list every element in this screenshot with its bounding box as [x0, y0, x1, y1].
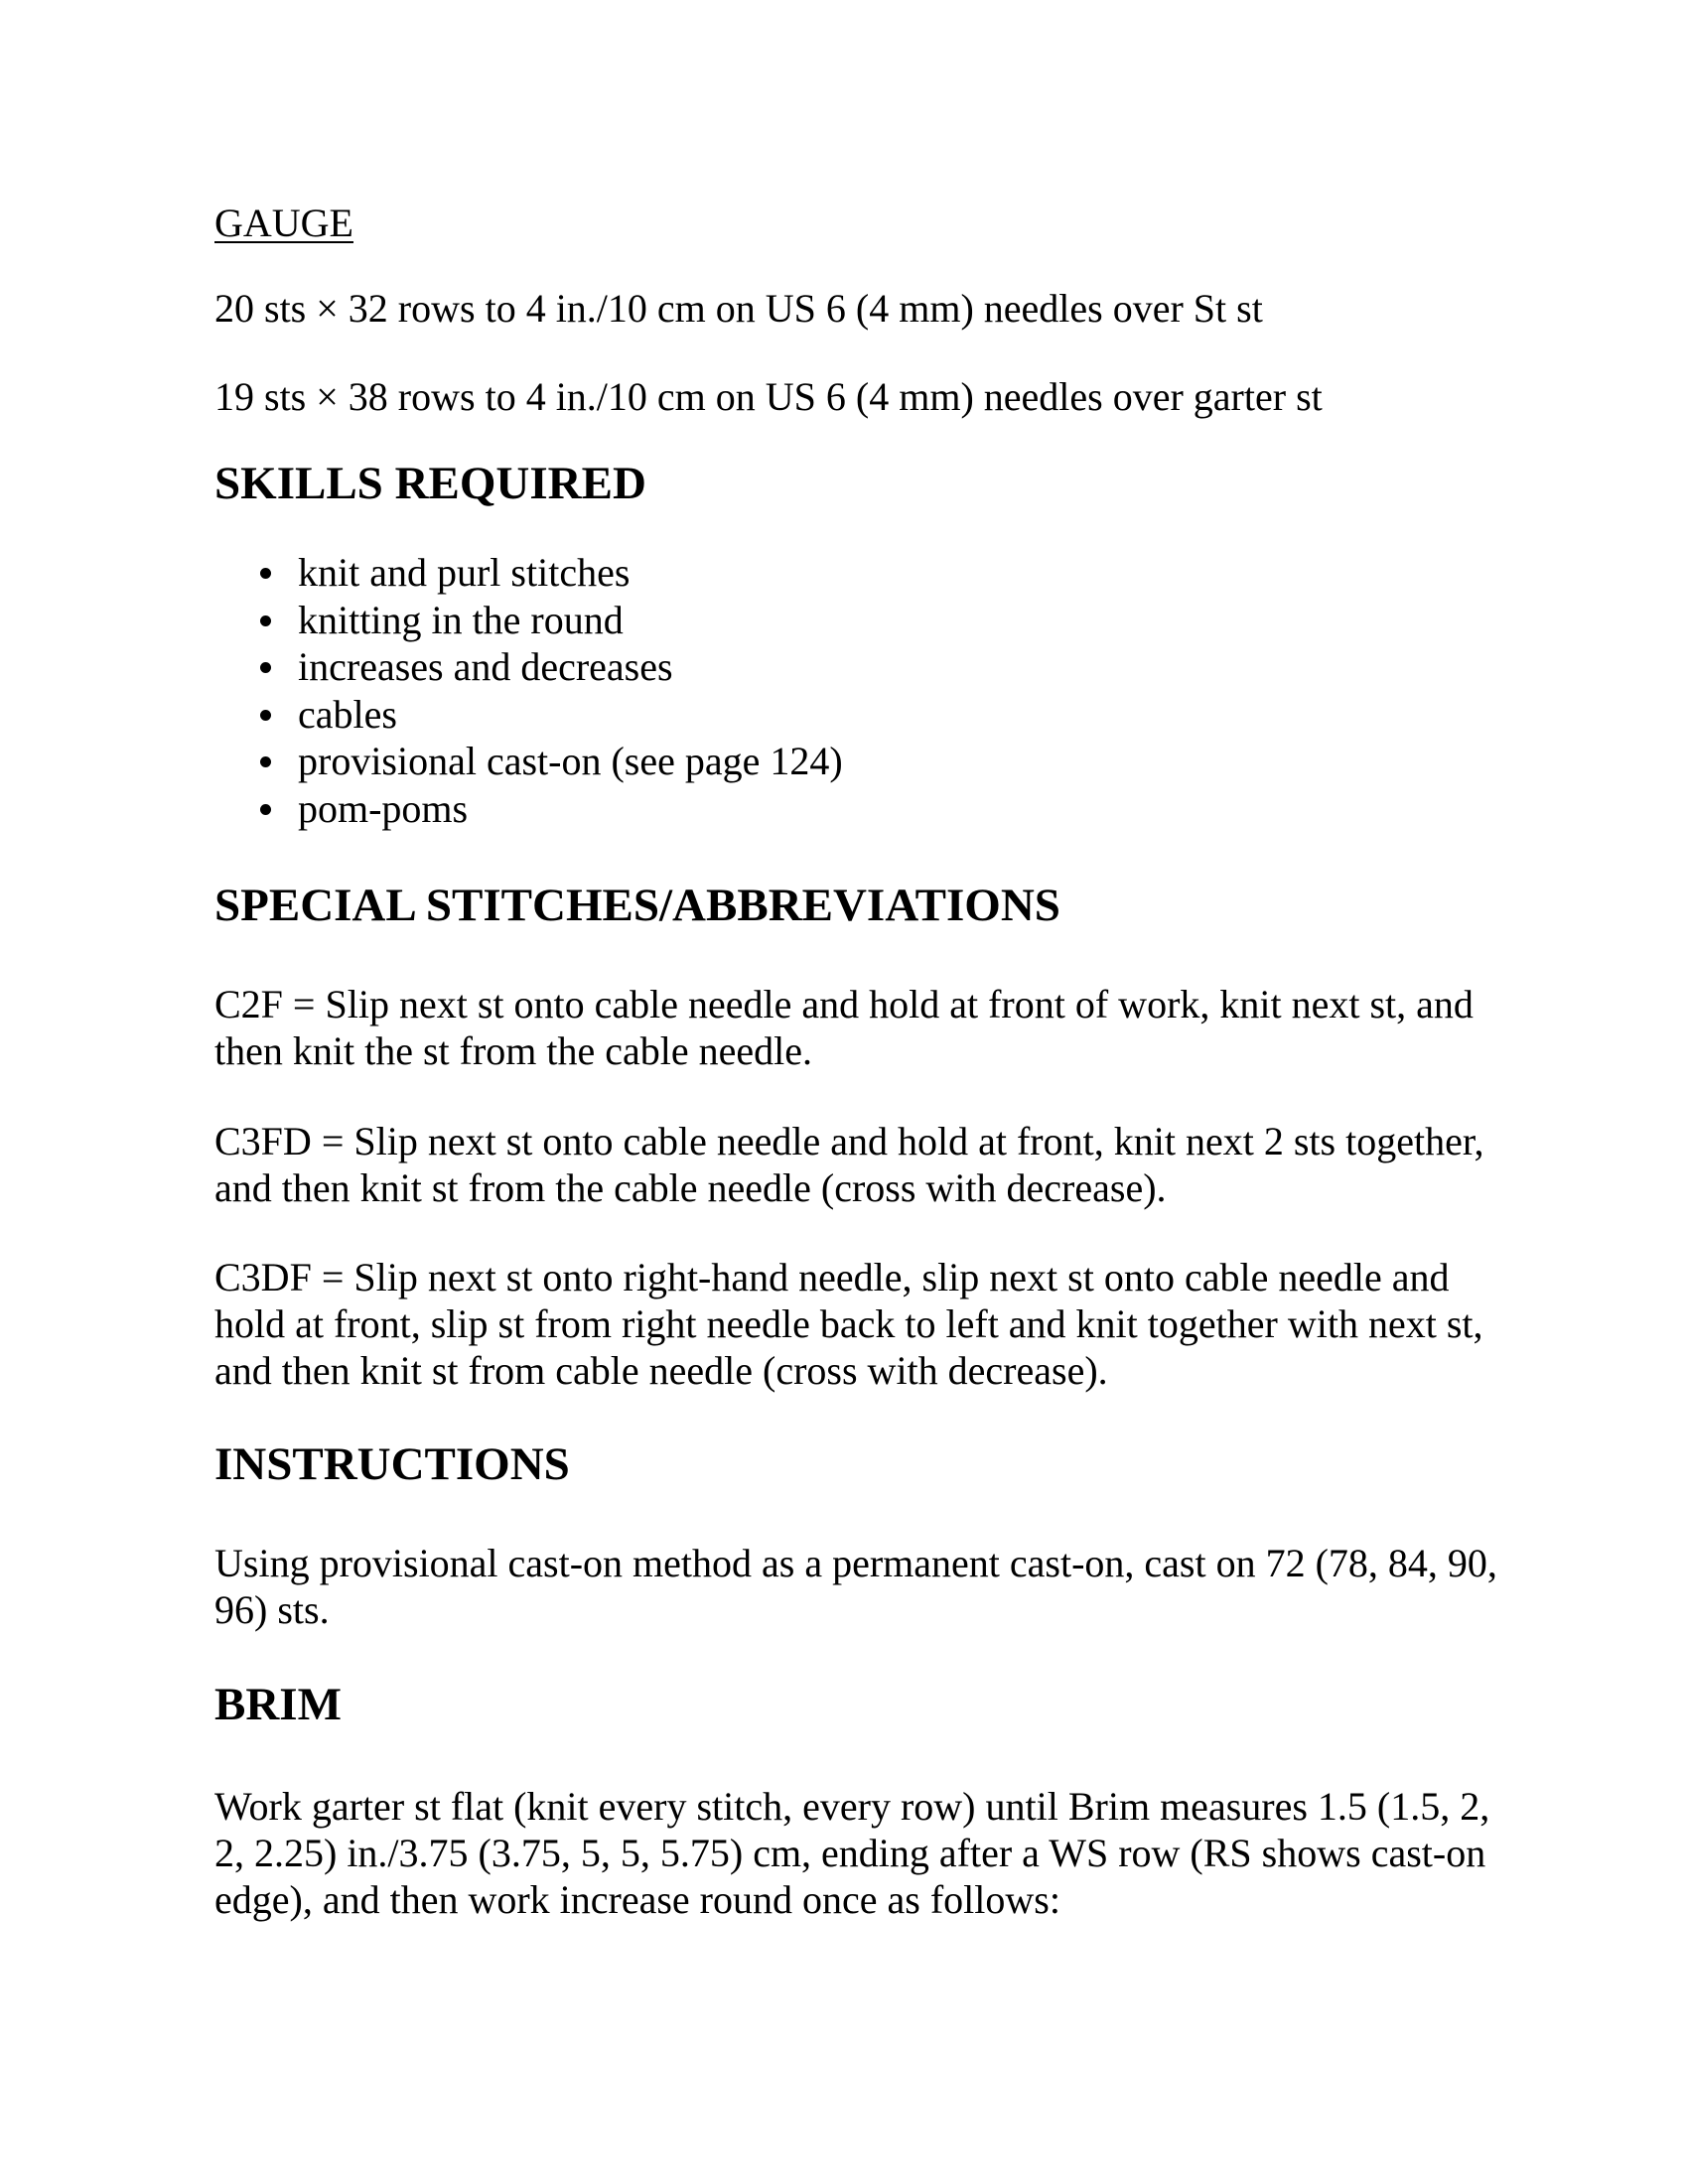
skill-label: knitting in the round: [298, 597, 624, 642]
bullet-icon: [260, 804, 271, 815]
brim-text: Work garter st flat (knit every stitch, every row) until Brim measures 1.5 (1.5, 2, 2, 2.25) in./3.75 (3.75, 5, 5, 5.75) cm, ending after a WS row (RS shows cast-on edge), and then work increase round once as follows:: [214, 1784, 1490, 1922]
list-item: [298, 549, 1505, 597]
bullet-icon: [260, 568, 271, 579]
gauge-line-stockinette: 20 sts × 32 rows to 4 in./10 cm on US 6 (4 mm) needles over St st: [214, 286, 1263, 331]
document-page: [214, 195, 1505, 1923]
brim-heading: BRIM: [214, 1679, 342, 1730]
list-item: [298, 738, 1505, 785]
list-item: [298, 691, 1505, 739]
abbreviation-c3fd: C3FD = Slip next st onto cable needle and hold at front, knit next 2 sts together, and then knit st from the cable needle (cross with decrease).: [214, 1119, 1484, 1210]
bullet-icon: [260, 756, 271, 767]
skill-label: pom-poms: [298, 785, 469, 831]
skill-label: knit and purl stitches: [298, 550, 631, 595]
skill-label: cables: [298, 691, 397, 737]
abbreviation-c2f: C2F = Slip next st onto cable needle and hold at front of work, knit next st, and then knit the st from the cable needle.: [214, 982, 1474, 1073]
list-item: [298, 785, 1505, 833]
abbreviation-c3df: C3DF = Slip next st onto right-hand needle, slip next st onto cable needle and hold at front, slip st from right needle back to left and knit together with next st, and then knit st from cable needle (cross with decrease).: [214, 1255, 1483, 1393]
skill-label: increases and decreases: [298, 644, 673, 689]
list-item: [298, 597, 1505, 644]
instructions-heading: INSTRUCTIONS: [214, 1438, 570, 1490]
special-stitches-heading: SPECIAL STITCHES/ABBREVIATIONS: [214, 880, 1060, 931]
gauge-line-garter: 19 sts × 38 rows to 4 in./10 cm on US 6 (4 mm) needles over garter st: [214, 374, 1323, 419]
list-item: [298, 643, 1505, 691]
bullet-icon: [260, 662, 271, 673]
instructions-text: Using provisional cast-on method as a permanent cast-on, cast on 72 (78, 84, 90, 96) sts.: [214, 1541, 1497, 1632]
skills-list: [214, 549, 1505, 832]
skills-heading: SKILLS REQUIRED: [214, 458, 646, 509]
skill-label: provisional cast-on (see page 124): [298, 739, 843, 783]
gauge-title: GAUGE: [214, 201, 353, 245]
bullet-icon: [260, 710, 271, 721]
bullet-icon: [260, 615, 271, 626]
